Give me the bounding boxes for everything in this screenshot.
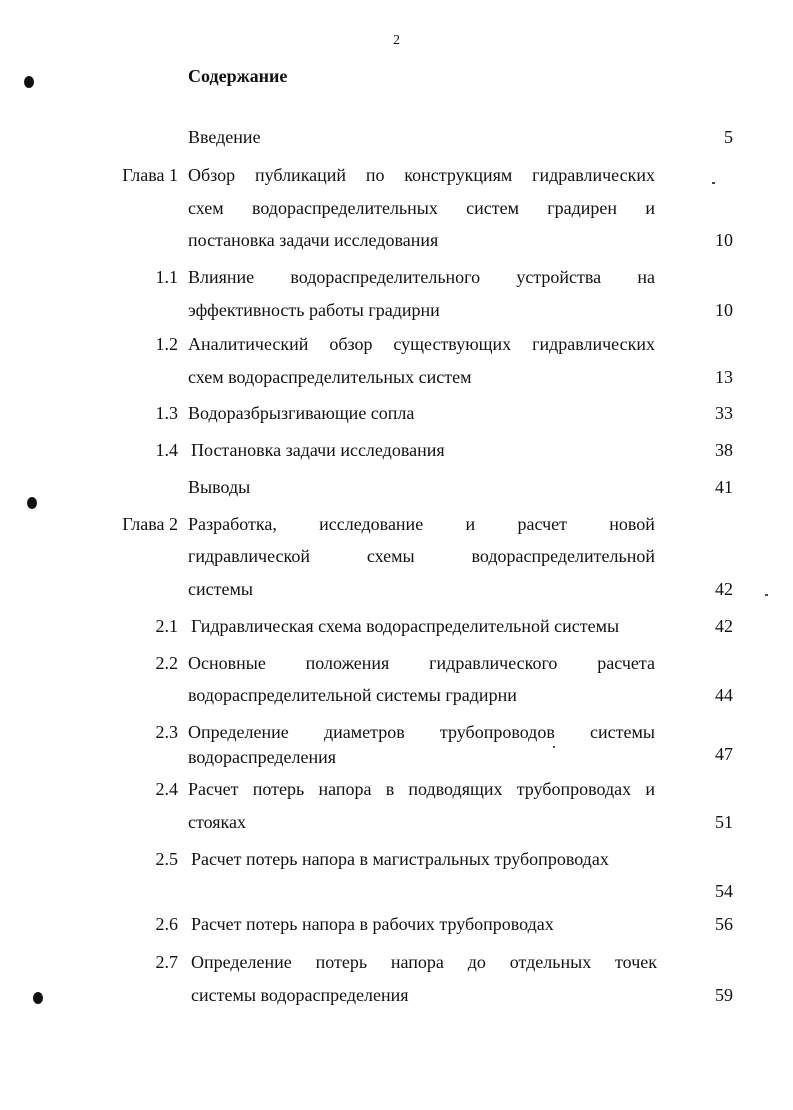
word: Влияние <box>188 267 255 287</box>
toc-page-number: 54 <box>715 881 733 901</box>
word: на <box>637 267 655 287</box>
word: Обзор <box>188 165 236 185</box>
word: существующих <box>393 334 512 354</box>
toc-entry-line <box>188 514 655 535</box>
toc-entry-line: водораспределительной системы градирни <box>188 685 517 705</box>
toc-entry-line <box>188 267 655 288</box>
toc-entry-label: Выводы <box>188 477 251 497</box>
toc-page-number: 42 <box>715 579 733 599</box>
toc-entry-line: Постановка задачи исследования <box>191 440 445 460</box>
toc-page-number: 38 <box>715 440 733 460</box>
word: потерь <box>252 779 305 799</box>
toc-page-number: 59 <box>715 985 733 1005</box>
toc-section-number: 2.1 <box>155 616 178 636</box>
toc-section-number: 1.3 <box>155 403 178 423</box>
toc-entry-line <box>188 722 655 743</box>
word: гидравлических <box>532 334 655 354</box>
word: исследование <box>319 514 424 534</box>
word: подводящих <box>408 779 503 799</box>
word: водораспределительного <box>290 267 481 287</box>
word: расчет <box>517 514 567 534</box>
toc-entry-line <box>188 334 655 355</box>
word: водораспределительных <box>251 198 438 218</box>
word: положения <box>305 653 390 673</box>
toc-page-number: 5 <box>724 127 733 147</box>
toc-chapter-number: Глава 1 <box>122 165 178 185</box>
toc-entry-line <box>188 165 655 186</box>
word: трубопроводов <box>439 722 555 742</box>
word: напора <box>390 952 444 972</box>
toc-section-number: 2.7 <box>155 952 178 972</box>
toc-entry-line: Гидравлическая схема водораспределительной системы <box>191 616 620 636</box>
word: и <box>645 198 655 218</box>
toc-section-number: 1.1 <box>155 267 178 287</box>
word: Разработка, <box>188 514 277 534</box>
word: Основные <box>188 653 266 673</box>
toc-section-number: 2.4 <box>155 779 178 799</box>
word: и <box>465 514 476 534</box>
toc-entry-line: Водоразбрызгивающие сопла <box>188 403 415 423</box>
toc-section-number: 2.2 <box>155 653 178 673</box>
word: обзор <box>329 334 373 354</box>
word: водораспределительной <box>471 546 655 566</box>
binder-hole-top <box>24 76 34 88</box>
toc-section-number: 2.5 <box>155 849 178 869</box>
toc-entry-line: водораспределения <box>188 747 337 767</box>
word: в <box>385 779 395 799</box>
toc-section-number: 2.3 <box>155 722 178 742</box>
word: трубопроводах <box>516 779 632 799</box>
toc-page-number: 56 <box>715 914 733 934</box>
word: градирен <box>547 198 618 218</box>
word: системы <box>590 722 655 742</box>
scan-speck <box>553 746 555 748</box>
word: схем <box>188 198 224 218</box>
binder-hole-middle <box>27 497 37 509</box>
toc-entry-line <box>188 546 655 567</box>
word: устройства <box>516 267 602 287</box>
toc-page-number: 10 <box>715 230 733 250</box>
word: Определение <box>188 722 289 742</box>
word: публикаций <box>254 165 347 185</box>
toc-page-number: 13 <box>715 367 733 387</box>
toc-entry-line: Расчет потерь напора в рабочих трубопроводах <box>191 914 554 934</box>
toc-entry-line: схем водораспределительных систем <box>188 367 472 387</box>
toc-section-number: 2.6 <box>155 914 178 934</box>
word: конструкциям <box>404 165 513 185</box>
toc-entry-line: Расчет потерь напора в магистральных трубопроводах <box>191 849 609 869</box>
word: Расчет <box>188 779 239 799</box>
page-number: 2 <box>393 33 400 48</box>
toc-section-number: 1.4 <box>155 440 178 460</box>
word: напора <box>318 779 372 799</box>
scan-speck <box>712 182 715 184</box>
toc-entry-label: Введение <box>188 127 261 147</box>
toc-page-number: 47 <box>715 744 733 764</box>
toc-entry-line: постановка задачи исследования <box>188 230 439 250</box>
word: отдельных <box>509 952 592 972</box>
scan-speck <box>765 594 768 596</box>
toc-page-number: 42 <box>715 616 733 636</box>
word: гидравлической <box>188 546 310 566</box>
word: схемы <box>366 546 415 566</box>
toc-page-number: 51 <box>715 812 733 832</box>
toc-entry-line: эффективность работы градирни <box>188 300 440 320</box>
toc-entry-line: системы <box>188 579 253 599</box>
toc-entry-line: системы водораспределения <box>191 985 409 1005</box>
toc-chapter-number: Глава 2 <box>122 514 178 534</box>
word: диаметров <box>323 722 405 742</box>
toc-entry-line <box>188 198 655 219</box>
toc-section-number: 1.2 <box>155 334 178 354</box>
toc-entry-line <box>188 779 655 800</box>
word: по <box>365 165 385 185</box>
binder-hole-bottom <box>33 992 43 1004</box>
word: расчета <box>597 653 655 673</box>
word: новой <box>609 514 655 534</box>
word: гидравлических <box>532 165 655 185</box>
toc-entry-line: стояках <box>188 812 247 832</box>
word: гидравлического <box>429 653 558 673</box>
word: потерь <box>315 952 368 972</box>
word: систем <box>466 198 519 218</box>
toc-entry-line <box>188 653 655 674</box>
word: Определение <box>191 952 292 972</box>
word: и <box>645 779 655 799</box>
page-title: Содержание <box>188 66 288 86</box>
toc-page-number: 10 <box>715 300 733 320</box>
toc-entry-line <box>191 952 657 973</box>
word: точек <box>615 952 657 972</box>
word: до <box>467 952 486 972</box>
word: Аналитический <box>188 334 309 354</box>
toc-page-number: 33 <box>715 403 733 423</box>
toc-page-number: 41 <box>715 477 733 497</box>
toc-page-number: 44 <box>715 685 733 705</box>
